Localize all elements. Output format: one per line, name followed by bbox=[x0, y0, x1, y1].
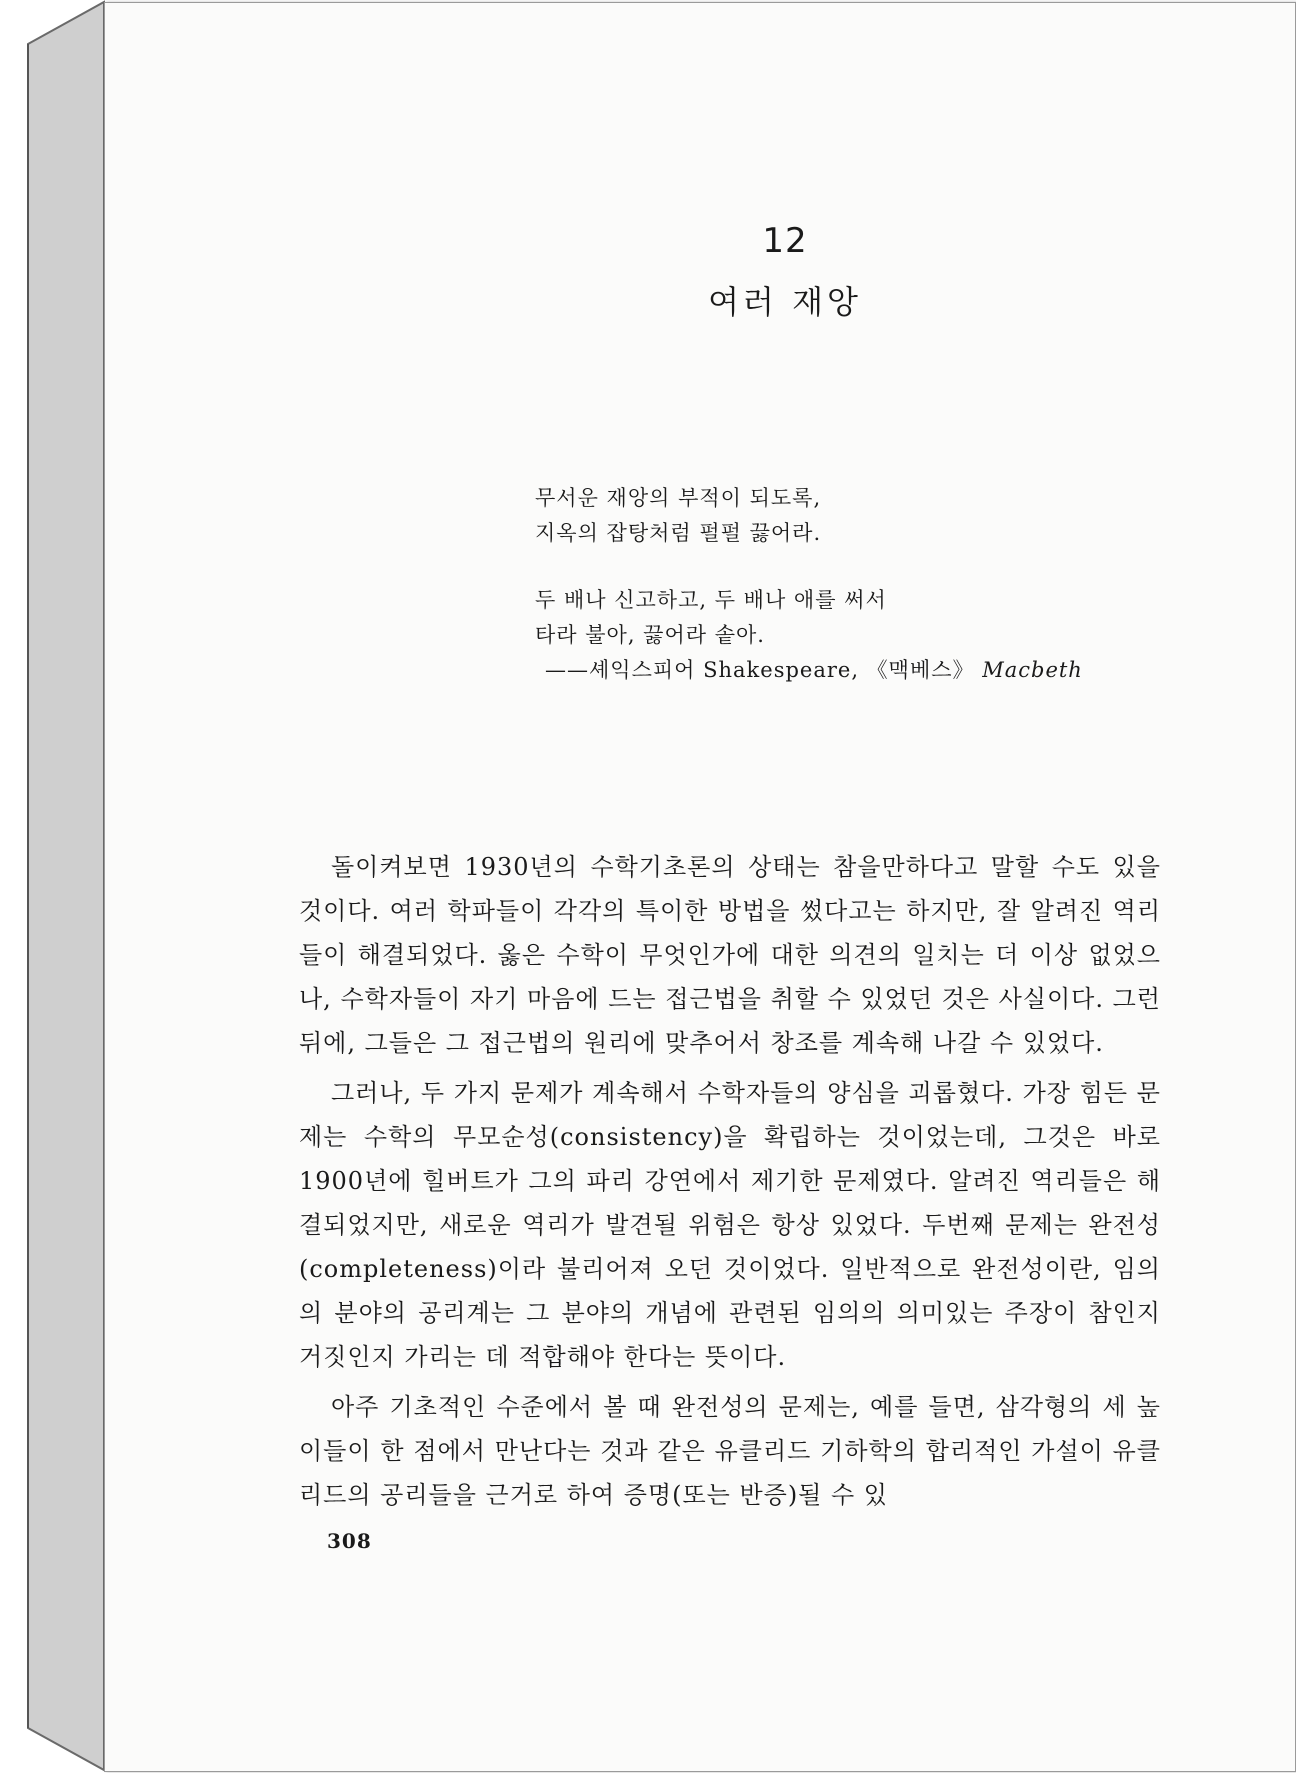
epigraph-line: 두 배나 신고하고, 두 배나 애를 써서 bbox=[535, 588, 887, 612]
epigraph bbox=[535, 481, 1175, 688]
epigraph-line: 지옥의 잡탕처럼 펄펄 끓어라. bbox=[535, 521, 822, 545]
epigraph-line: 타라 불아, 끓어라 솥아. bbox=[535, 623, 765, 647]
attribution-work-title: Macbeth bbox=[982, 658, 1083, 682]
book-page bbox=[104, 2, 1296, 1772]
body-text bbox=[299, 845, 1161, 1523]
epigraph-stanza-2 bbox=[535, 583, 1175, 688]
paragraph: 돌이켜보면 1930년의 수학기초론의 상태는 참을만하다고 말할 수도 있을 것이다. 여러 학파들이 각각의 특이한 방법을 썼다고는 하지만, 잘 알려진 역리들이 해결되었다. 옳은 수학이 무엇인가에 대한 의견의 일치는 더 이상 없었으나, 수학자들이 자기 마음에 드는 접근법을 취할 수 있었던 것은 사실이다. 그런 뒤에, 그들은 그 접근법의 원리에 맞추어서 창조를 계속해 나갈 수 있었다. bbox=[299, 853, 1161, 1057]
epigraph-stanza-1 bbox=[535, 481, 1175, 551]
chapter-number: 12 bbox=[762, 221, 808, 261]
attribution-text: ——셰익스피어 Shakespeare, 《맥베스》 bbox=[545, 658, 975, 682]
paragraph: 아주 기초적인 수준에서 볼 때 완전성의 문제는, 예를 들면, 삼각형의 세 높이들이 한 점에서 만난다는 것과 같은 유클리드 기하학의 합리적인 가설이 유클리드의 공리들을 근거로 하여 증명(또는 반증)될 수 있 bbox=[299, 1393, 1161, 1509]
page-number: 308 bbox=[327, 1529, 372, 1553]
chapter-title: 여러 재앙 bbox=[708, 283, 862, 321]
epigraph-line: 무서운 재앙의 부적이 되도록, bbox=[535, 486, 822, 510]
paragraph: 그러나, 두 가지 문제가 계속해서 수학자들의 양심을 괴롭혔다. 가장 힘든 문제는 수학의 무모순성(consistency)을 확립하는 것이었는데, 그것은 바로 1900년에 힐버트가 그의 파리 강연에서 제기한 문제였다. 알려진 역리들은 해결되었지만, 새로운 역리가 발견될 위험은 항상 있었다. 두번째 문제는 완전성 (completeness)이라 불리어져 오던 것이었다. 일반적으로 완전성이란, 임의의 분야의 공리계는 그 분야의 개념에 관련된 임의의 의미있는 주장이 참인지 거짓인지 가리는 데 적합해야 한다는 뜻이다. bbox=[299, 1079, 1161, 1371]
epigraph-attribution bbox=[535, 653, 1175, 688]
